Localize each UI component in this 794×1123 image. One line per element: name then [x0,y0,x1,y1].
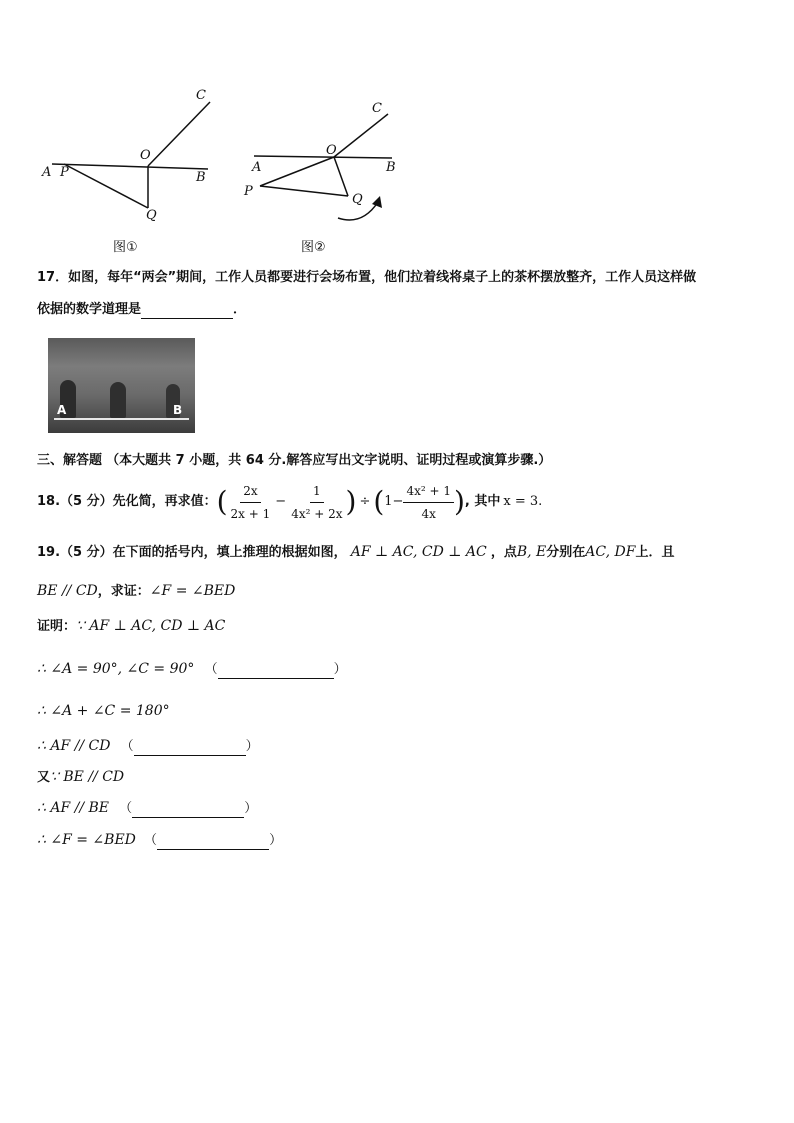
q18-frac3-num: 4x² + 1 [403,482,454,503]
q19-step5-paren-open: （ [119,801,133,816]
fig1-label-o: O [140,148,151,163]
q18-frac3-den: 4x [421,506,436,521]
q19-step6-blank[interactable] [157,835,269,850]
q19-step-1 [37,660,347,679]
q19-step-4 [37,768,124,787]
q19-proof-label: 证明： [37,619,77,634]
q17-answer-blank[interactable] [141,304,233,319]
q19-line1-end: 上．且 [635,545,675,560]
line-op [260,157,334,186]
q19-step-6 [37,831,282,850]
line-oq [334,157,348,196]
q18-divide: ÷ [359,494,371,509]
fig1-label-a: A [42,165,52,180]
arrow-head-icon [372,196,382,208]
q19-line1 [37,543,674,562]
fig2-caption: 图② [301,240,326,255]
line-oc [148,102,210,166]
q19-line1-prefix: 19.（5 分）在下面的括号内，填上推理的根据如图， [37,545,347,560]
q19-step-2 [37,702,170,721]
q19-given-parallel: BE // CD [37,583,98,599]
q19-step1-blank[interactable] [218,664,334,679]
q19-line2-mid: ，求证： [97,584,150,599]
q18-one-minus: 1− [384,494,404,509]
q19-math-perp: AF ⊥ AC, CD ⊥ AC [350,544,487,560]
q18-prefix: 18.（5 分）先化简，再求值： [37,494,217,509]
photo-label-a: A [57,403,67,417]
q18-fraction-1 [228,482,274,523]
q19-line1-mid2: 分别在 [546,545,586,560]
q19-step3-paren-close: ） [245,739,259,754]
q18-minus: − [275,494,287,509]
q19-proof-start [37,617,225,636]
line-ab [254,156,392,158]
fig2-label-a: A [252,160,262,175]
fig2-label-o: O [326,143,337,158]
fig1-label-b: B [196,170,206,185]
fig1-caption: 图① [113,240,138,255]
q18-fraction-3 [403,482,454,523]
fig2-label-p: P [244,184,253,199]
q17-line2-text: 依据的数学道理是 [37,302,142,317]
q18-paren2-open: ( [373,485,385,518]
q19-step1-paren-open: （ [204,662,218,677]
q19-proof-first: ∵ AF ⊥ AC, CD ⊥ AC [76,618,226,634]
q19-math-points: B, E [516,544,547,560]
q19-step-3 [37,737,259,756]
q18-frac2-num: 1 [310,482,324,503]
q19-step5-math: ∴ AF // BE [37,800,110,816]
q19-step5-paren-close: ） [244,801,258,816]
q19-step3-math: ∴ AF // CD [37,738,111,754]
fig2-label-c: C [372,101,382,116]
line-oc [334,114,388,157]
q19-step1-math: ∴ ∠A = 90°, ∠C = 90° [37,661,195,677]
q19-step6-paren-open: （ [144,833,158,848]
section3-heading [37,452,551,470]
fig1-label-c: C [196,88,206,103]
fig1-label-p: P [60,165,69,180]
q19-step3-blank[interactable] [134,741,246,756]
fig1-label-q: Q [146,208,157,223]
q17-line2 [37,301,246,319]
q19-step5-blank[interactable] [132,803,244,818]
q19-math-lines: AC, DF [585,544,636,560]
q18-paren2-close: ) [453,485,465,518]
q19-goal: ∠F = ∠BED [149,583,236,599]
photo-table-edge [54,418,189,420]
q18-frac2-den: 4x² + 2x [291,506,343,521]
q19-step1-paren-close: ） [333,662,347,677]
q19-line1-mid: ，点 [490,545,517,560]
q19-step4-prefix: 又 [37,770,51,785]
q19-step2-math: ∴ ∠A + ∠C = 180° [37,703,170,719]
line-pq [64,164,148,208]
line-pq [260,186,348,196]
photo-figure-middle [110,382,126,418]
q19-step6-paren-close: ） [269,833,283,848]
section3-title: 三、解答题 [37,453,103,468]
q18-suffix: , 其中 [464,494,501,509]
q18-frac1-den: 2x + 1 [230,506,271,521]
q17-period: ． [233,302,247,317]
q17-line1: 17．如图，每年“两会”期间，工作人员都要进行会场布置，他们拉着线将桌子上的茶杯摆放整齐，工作人员这样做 [37,270,697,285]
q18-frac1-num: 2x [240,482,260,503]
q17-photo [48,338,195,433]
line-ab [52,164,208,169]
q19-line2 [37,582,235,601]
q18-paren-close: ) [345,485,357,518]
q19-step3-paren-open: （ [120,739,134,754]
q18-paren-open: ( [216,485,228,518]
q18-fraction-2 [288,482,345,523]
q19-step-5 [37,799,257,818]
section3-desc: （本大题共 7 小题，共 64 分.解答应写出文字说明、证明过程或演算步骤.） [106,453,552,468]
figure-2 [240,90,410,240]
q18-condition: x = 3. [503,494,543,509]
fig2-label-q: Q [352,192,363,207]
q18 [37,480,542,524]
q19-step4-math: ∵ BE // CD [50,769,125,785]
fig2-label-b: B [386,160,396,175]
photo-label-b: B [173,403,183,417]
q19-step6-math: ∴ ∠F = ∠BED [37,832,136,848]
